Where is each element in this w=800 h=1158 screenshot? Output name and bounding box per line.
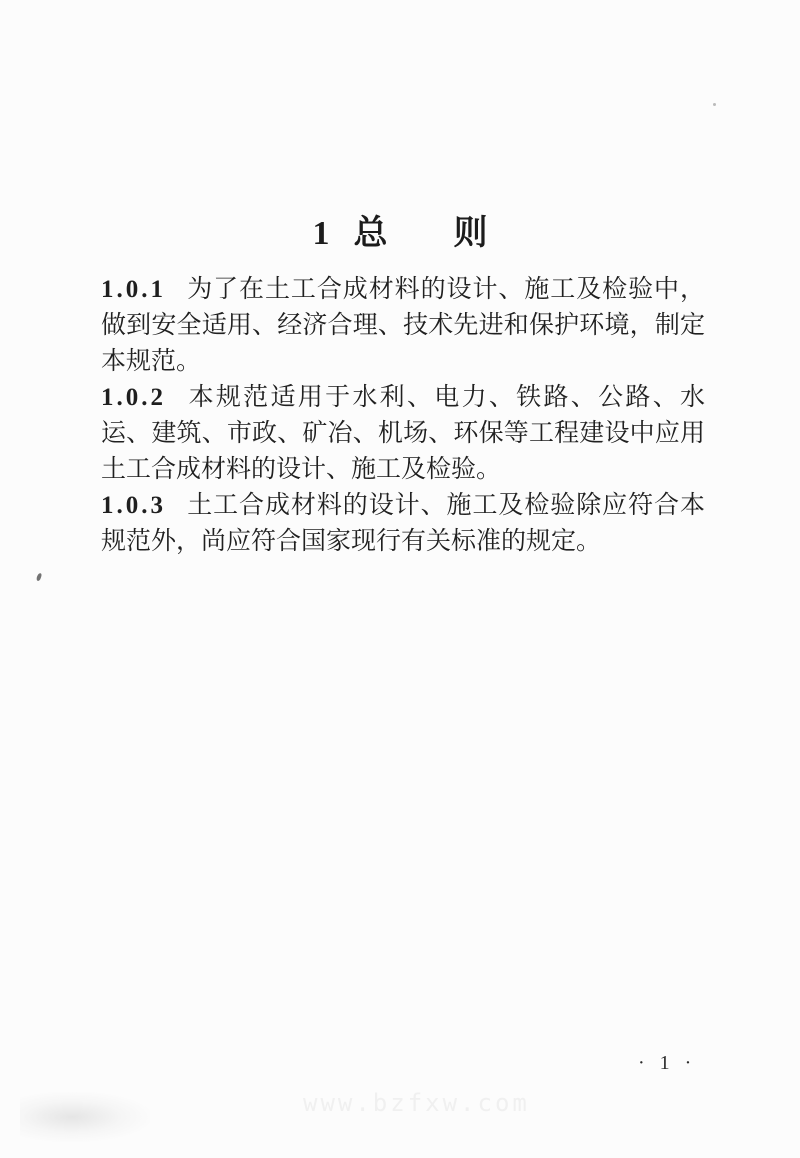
scan-smudge (20, 1092, 150, 1142)
clause-1-0-3 (101, 488, 705, 560)
page-number: · 1 · (638, 1052, 697, 1074)
clause-number: 1.0.1 (101, 276, 166, 303)
clause-1-0-2 (101, 380, 705, 488)
chapter-title-char-2: 则 (453, 214, 488, 252)
chapter-title-char-1: 总 (353, 214, 388, 252)
scan-ink-speck (36, 573, 42, 582)
clause-number: 1.0.2 (101, 384, 166, 411)
clauses-body (101, 272, 705, 560)
clause-text: 为了在土工合成材料的设计、施工及检验中，做到安全适用、经济合理、技术先进和保护环境，制定本规范。 (101, 276, 705, 375)
chapter-title (0, 205, 800, 254)
clause-1-0-1 (101, 272, 705, 380)
clause-text: 本规范适用于水利、电力、铁路、公路、水运、建筑、市政、矿冶、机场、环保等工程建设中应用土工合成材料的设计、施工及检验。 (101, 384, 705, 483)
scan-noise-dot (713, 103, 716, 106)
clause-text: 土工合成材料的设计、施工及检验除应符合本规范外，尚应符合国家现行有关标准的规定。 (101, 492, 705, 555)
clause-number: 1.0.3 (101, 492, 166, 519)
watermark-text: www.bzfxw.com (303, 1089, 530, 1117)
chapter-number: 1 (312, 214, 330, 252)
